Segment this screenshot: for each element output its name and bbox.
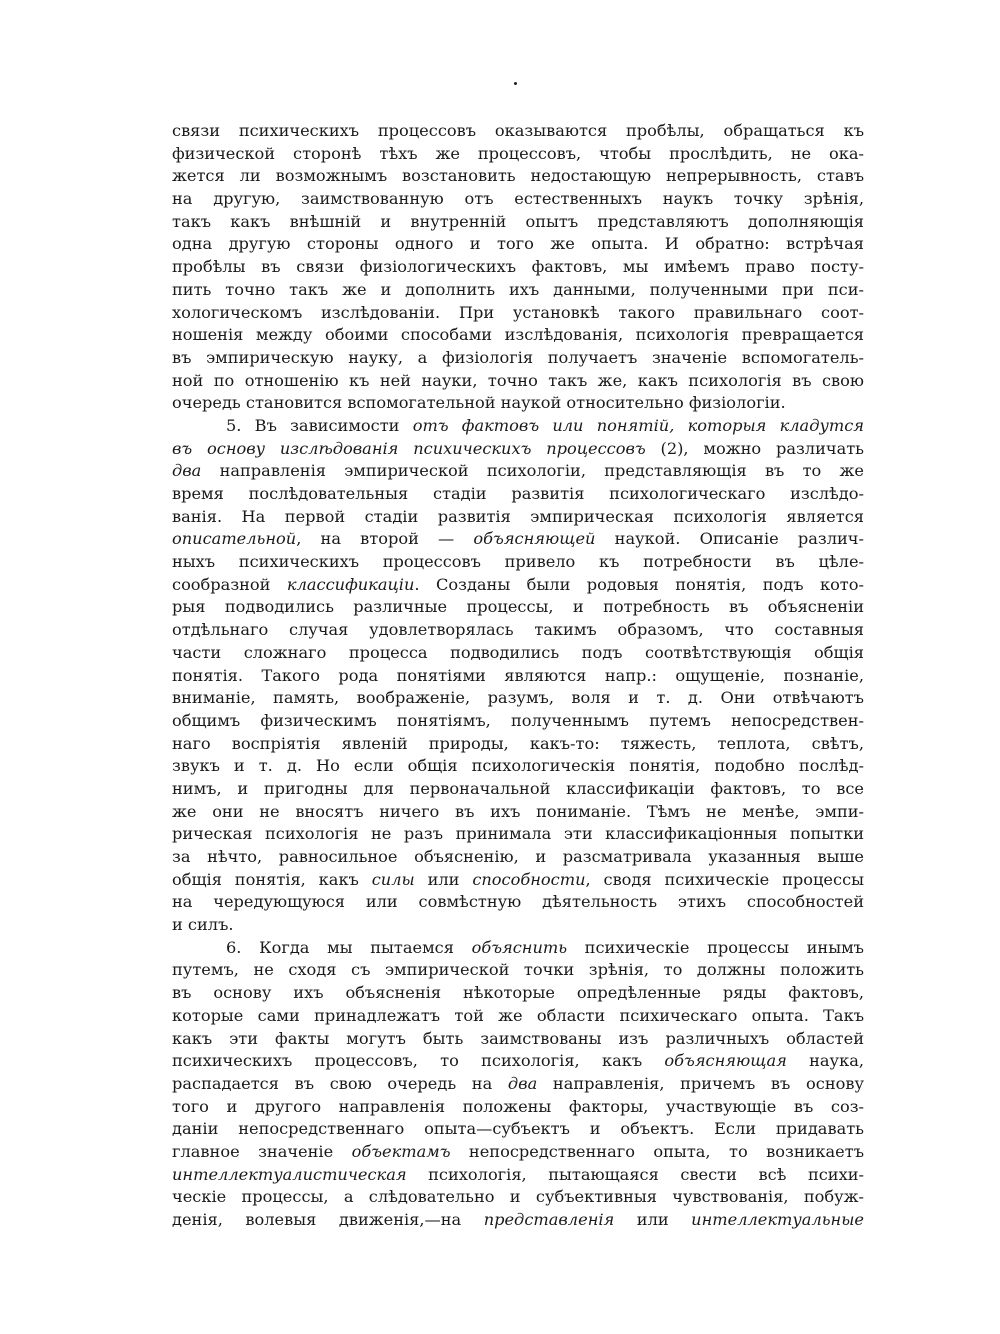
text-line bbox=[172, 755, 864, 778]
text-segment: очередь становится вспомогательной наукой относительно физіологіи. bbox=[172, 393, 786, 413]
text-segment: или bbox=[614, 1210, 692, 1229]
text-line bbox=[172, 937, 864, 960]
text-line bbox=[172, 347, 864, 370]
text-line bbox=[172, 233, 864, 256]
text-segment: ной по отношенію къ ней науки, точно такъ же, какъ психологія въ свою bbox=[172, 370, 864, 390]
text-segment: физической сторонѣ тѣхъ же процессовъ, чтобы прослѣдить, не ока- bbox=[172, 143, 864, 163]
italic-text: интеллектуалистическая bbox=[172, 1164, 407, 1184]
text-line bbox=[172, 914, 864, 937]
text-segment: нимъ, и пригодны для первоначальной классификаціи фактовъ, то все bbox=[172, 778, 864, 798]
text-segment: время послѣдовательныя стадіи развитія психологическаго изслѣдо- bbox=[172, 484, 864, 503]
text-line bbox=[172, 1028, 864, 1051]
text-segment: вниманіе, память, воображеніе, разумъ, воля и т. д. Они отвѣчаютъ bbox=[172, 688, 864, 708]
text-line bbox=[172, 982, 864, 1005]
italic-text: объясняющей bbox=[473, 529, 596, 549]
text-segment: психологія, пытающаяся свести всѣ психи- bbox=[406, 1164, 864, 1184]
text-segment: которые сами принадлежатъ той же области психическаго опыта. Такъ bbox=[172, 1005, 864, 1025]
text-segment: направленія, причемъ въ основу bbox=[537, 1073, 864, 1093]
text-segment: , на второй — bbox=[296, 529, 474, 549]
text-line bbox=[172, 506, 864, 529]
text-segment: наука, bbox=[786, 1051, 864, 1071]
text-segment: психическихъ процессовъ, то психологія, какъ bbox=[172, 1051, 665, 1071]
text-segment: непосредственнаго опыта, то возникаетъ bbox=[450, 1141, 864, 1161]
text-line bbox=[172, 574, 864, 597]
italic-text: способности bbox=[472, 869, 586, 889]
text-line bbox=[172, 279, 864, 302]
text-segment: направленія эмпирической психологіи, представляющія въ то же bbox=[201, 461, 864, 481]
text-segment: звукъ и т. д. Но если общія психологическія понятія, подобно послѣд- bbox=[172, 756, 864, 776]
text-segment: ныхъ психическихъ процессовъ привело къ потребности въ цѣле- bbox=[172, 552, 864, 572]
text-line bbox=[172, 460, 864, 483]
italic-text: объясняющая bbox=[664, 1051, 787, 1071]
text-line bbox=[172, 143, 864, 166]
text-segment: психическіе процессы инымъ bbox=[567, 937, 864, 957]
italic-text: силы bbox=[371, 869, 415, 889]
text-segment: части сложнаго процесса подводились подъ соотвѣтствующія общія bbox=[172, 642, 864, 662]
text-segment: даніи непосредственнаго опыта—субъектъ и объектъ. Если придавать bbox=[172, 1119, 864, 1139]
italic-text: описательной bbox=[172, 529, 297, 549]
text-line bbox=[172, 302, 864, 325]
text-line bbox=[172, 1073, 864, 1096]
text-line bbox=[172, 733, 864, 756]
text-segment: въ основу ихъ объясненія нѣкоторые опредѣленные ряды фактовъ, bbox=[172, 983, 864, 1003]
text-segment: за нѣчто, равносильное объясненію, и разсматривала указанныя выше bbox=[172, 847, 864, 866]
text-line bbox=[172, 687, 864, 710]
text-line bbox=[172, 165, 864, 188]
text-line bbox=[172, 120, 864, 143]
italic-text: въ основу изслѣдованія психическихъ процессовъ bbox=[172, 438, 646, 458]
text-line bbox=[172, 1096, 864, 1119]
text-segment: того и другого направленія положены факторы, участвующіе въ соз- bbox=[172, 1096, 864, 1116]
text-segment: на чередующуюся или совмѣстную дѣятельность этихъ способностей bbox=[172, 892, 864, 912]
italic-text: классификаціи bbox=[286, 574, 415, 594]
text-segment: какъ эти факты могутъ быть заимствованы изъ различныхъ областей bbox=[172, 1028, 864, 1048]
text-line bbox=[172, 1141, 864, 1164]
text-segment: 6. Когда мы пытаемся bbox=[226, 937, 472, 957]
text-line bbox=[172, 846, 864, 869]
text-segment: пробѣлы въ связи физіологическихъ фактовъ, мы имѣемъ право посту- bbox=[172, 257, 864, 277]
text-line bbox=[172, 211, 864, 234]
text-line bbox=[172, 801, 864, 824]
text-segment: денія, волевыя движенія,—на bbox=[172, 1210, 484, 1229]
text-segment: наукой. Описаніе различ- bbox=[595, 529, 864, 549]
text-line bbox=[172, 1050, 864, 1073]
text-segment: и силъ. bbox=[172, 915, 234, 935]
text-segment: жется ли возможнымъ возстановить недостающую непрерывность, ставъ bbox=[172, 166, 864, 186]
page-mark bbox=[514, 82, 517, 85]
text-line bbox=[172, 1164, 864, 1187]
text-segment: такъ какъ внѣшній и внутренній опытъ представляютъ дополняющія bbox=[172, 211, 864, 231]
text-segment: на другую, заимствованную отъ естественныхъ наукъ точку зрѣнія, bbox=[172, 189, 864, 209]
text-segment: , сводя психическіе процессы bbox=[585, 869, 864, 889]
text-segment: сообразной bbox=[172, 574, 287, 594]
text-line bbox=[172, 619, 864, 642]
italic-text: объектамъ bbox=[351, 1141, 451, 1161]
text-line bbox=[172, 370, 864, 393]
text-segment: путемъ, не сходя съ эмпирической точки зрѣнія, то должны положить bbox=[172, 960, 864, 980]
text-segment: пить точно такъ же и дополнить ихъ данными, полученными при пси- bbox=[172, 279, 864, 299]
text-segment: ванія. На первой стадіи развитія эмпирическая психологія является bbox=[172, 506, 864, 526]
text-segment: рическая психологія не разъ принимала эти классификаціонныя попытки bbox=[172, 824, 864, 844]
text-segment: рыя подводились различные процессы, и потребность въ объясненіи bbox=[172, 597, 864, 617]
text-segment: хологическомъ изслѣдованіи. При установкѣ такого правильнаго соот- bbox=[172, 302, 864, 322]
text-segment: въ эмпирическую науку, а физіологія получаетъ значеніе вспомогатель- bbox=[172, 347, 864, 367]
text-segment: ношенія между обоими способами изслѣдованія, психологія превращается bbox=[172, 325, 864, 345]
italic-text: представленія bbox=[483, 1210, 615, 1229]
text-line bbox=[172, 778, 864, 801]
text-segment: отдѣльнаго случая удовлетворялась такимъ образомъ, что составныя bbox=[172, 620, 864, 640]
text-segment: 5. Въ зависимости bbox=[226, 415, 413, 435]
body-text bbox=[172, 120, 864, 1232]
text-line bbox=[172, 188, 864, 211]
text-segment: одна другую стороны одного и того же опыта. И обратно: встрѣчая bbox=[172, 234, 864, 254]
text-segment: (2), можно различать bbox=[645, 438, 864, 458]
text-line bbox=[172, 596, 864, 619]
italic-text: объяснить bbox=[471, 937, 568, 957]
text-segment: наго воспріятія явленій природы, какъ-то: тяжесть, теплота, свѣтъ, bbox=[172, 733, 864, 753]
text-segment: распадается въ свою очередь на bbox=[172, 1073, 508, 1093]
text-segment: или bbox=[414, 869, 473, 889]
italic-text: интеллектуальные bbox=[691, 1210, 864, 1229]
text-line bbox=[172, 1118, 864, 1141]
text-line bbox=[172, 1186, 864, 1209]
italic-text: два bbox=[507, 1073, 538, 1093]
text-segment: связи психическихъ процессовъ оказываются пробѣлы, обращаться къ bbox=[172, 121, 864, 140]
text-line bbox=[172, 959, 864, 982]
italic-text: отъ фактовъ или понятій, которыя кладутся bbox=[412, 415, 864, 435]
text-line bbox=[172, 1005, 864, 1028]
text-line bbox=[172, 483, 864, 506]
italic-text: два bbox=[172, 461, 202, 481]
text-line bbox=[172, 324, 864, 347]
text-line bbox=[172, 642, 864, 665]
text-line bbox=[172, 710, 864, 733]
text-segment: же они не вносятъ ничего въ ихъ пониманіе. Тѣмъ не менѣе, эмпи- bbox=[172, 801, 864, 821]
text-line bbox=[172, 665, 864, 688]
text-segment: ческіе процессы, а слѣдовательно и субъективныя чувствованія, побуж- bbox=[172, 1187, 864, 1207]
text-line bbox=[172, 823, 864, 846]
text-line bbox=[172, 415, 864, 438]
text-segment: общія понятія, какъ bbox=[172, 869, 372, 889]
text-segment: понятія. Такого рода понятіями являются напр.: ощущеніе, познаніе, bbox=[172, 665, 864, 685]
text-line bbox=[172, 551, 864, 574]
text-segment: главное значеніе bbox=[172, 1141, 352, 1161]
text-line bbox=[172, 528, 864, 551]
text-line bbox=[172, 891, 864, 914]
text-line bbox=[172, 256, 864, 279]
text-segment: общимъ физическимъ понятіямъ, полученнымъ путемъ непосредствен- bbox=[172, 710, 864, 730]
text-line bbox=[172, 392, 864, 415]
text-line bbox=[172, 1209, 864, 1232]
text-line bbox=[172, 869, 864, 892]
text-line bbox=[172, 438, 864, 461]
text-segment: . Созданы были родовыя понятія, подъ кото- bbox=[414, 574, 864, 594]
